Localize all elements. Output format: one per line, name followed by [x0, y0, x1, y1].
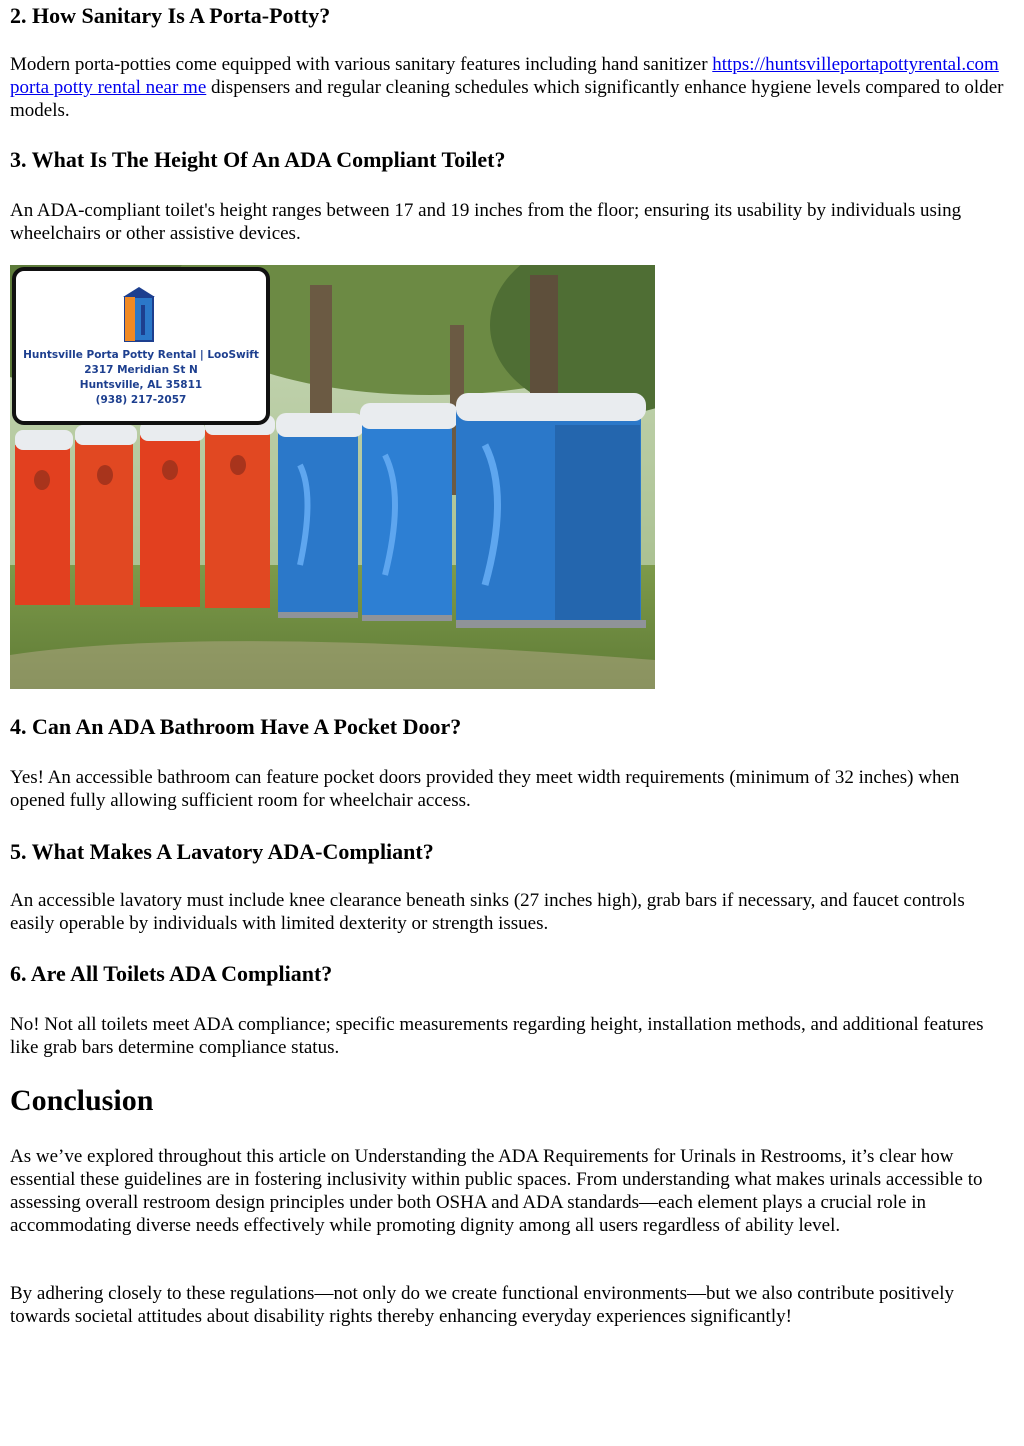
blue-units — [276, 393, 646, 628]
section-body-sanitary — [10, 53, 1005, 122]
rental-link[interactable]: https://huntsvilleportapottyrental.com porta potty rental near me — [10, 54, 999, 98]
conclusion-paragraph-2: By adhering closely to these regulations—not only do we create functional environments—but we also contribute positively towards societal attitudes about disability rights thereby enhancing everyday experiences significantly! — [10, 1283, 954, 1327]
section-heading-all-toilets: 6. Are All Toilets ADA Compliant? — [10, 961, 333, 986]
conclusion-paragraph-1: As we’ve explored throughout this article on Understanding the ADA Requirements for Urinals in Restrooms, it’s clear how essential these guidelines are in fostering inclusivity within public spaces. From understanding what makes urinals accessible to assessing overall restroom design principles under both OSHA and ADA standards—each element plays a crucial role in accommodating diverse needs effectively while promoting dignity among all users regardless of ability level. — [10, 1146, 983, 1236]
body-text-before-link: Modern porta-potties come equipped with various sanitary features including hand sanitizer — [10, 54, 713, 75]
section-heading-pocket-door: 4. Can An ADA Bathroom Have A Pocket Door? — [10, 714, 462, 739]
section-body-all-toilets: No! Not all toilets meet ADA compliance; specific measurements regarding height, installation methods, and additional features like grab bars determine compliance status. — [10, 1014, 984, 1058]
section-body-lavatory: An accessible lavatory must include knee clearance beneath sinks (27 inches high), grab bars if necessary, and faucet controls easily operable by individuals with limited dexterity or strength issues. — [10, 890, 965, 934]
section-heading-lavatory: 5. What Makes A Lavatory ADA-Compliant? — [10, 839, 434, 864]
section-body-pocket-door: Yes! An accessible bathroom can feature pocket doors provided they meet width requirements (minimum of 32 inches) when opened fully allowing sufficient room for wheelchair access. — [10, 767, 960, 811]
red-units — [15, 415, 275, 608]
logo-street: 2317 Meridian St N — [84, 364, 198, 376]
logo-city: Huntsville, AL 35811 — [79, 379, 203, 391]
section-body-toilet-height: An ADA-compliant toilet's height ranges between 17 and 19 inches from the floor; ensuring its usability by individuals using wheelchairs or other assistive devices. — [10, 200, 962, 244]
porta-potty-photo — [10, 265, 655, 689]
body-text-after-link: dispensers and regular cleaning schedules which significantly enhance hygiene levels compared to older models. — [10, 77, 1004, 121]
company-logo-card — [12, 267, 270, 425]
section-heading-toilet-height: 3. What Is The Height Of An ADA Compliant Toilet? — [10, 147, 506, 172]
section-heading-sanitary: 2. How Sanitary Is A Porta-Potty? — [10, 3, 331, 28]
logo-phone: (938) 217-2057 — [95, 394, 187, 406]
conclusion-heading: Conclusion — [10, 1084, 154, 1117]
logo-company-name: Huntsville Porta Potty Rental | LooSwift — [23, 349, 259, 361]
porta-potty-logo-icon — [119, 285, 159, 345]
